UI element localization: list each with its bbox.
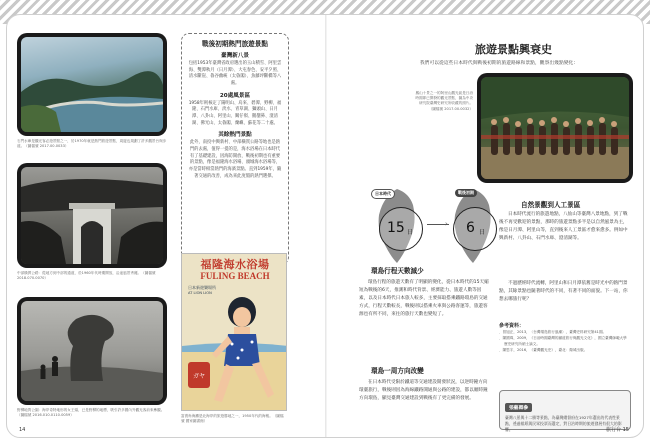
side-note-title: 張藝卿參 [505, 403, 532, 412]
references-list [499, 330, 629, 355]
popular-spots-title: 戰後初期熱門旅遊景點 [202, 40, 268, 48]
trip-days-body: 環島行程的旅遊天數有了明顯的變化，從日本時代的15天縮短為戰後的6天，推測和時代背景、經濟能力、旅遊人數等因素，以及日本時代日本旅人較多，主要採取搭乘鐵路環島的交通方式，行程天數較長，戰後則以搭乘火車與公路客運等，旅遊客源也有所不同，來往的旅行天數也變短了。 [359, 280, 489, 318]
reference-item: ．陳思宇，2016，《臺灣觀光史》，臺北：衛城出版。 [499, 348, 588, 353]
days-right-number: 6 [466, 220, 475, 236]
section-body-twenty: 1958年則核定了陽明山、烏來、碧潭、野柳、福隆、石門水庫、淡水、青草湖、獅頭山、日月潭、八卦山、阿里山、關仔嶺、鵝鑾鼻、澄清湖、佛光山、太魯閣、蘭嶼、蘇花等二十處。 [188, 100, 282, 126]
side-note-box [499, 390, 631, 433]
section-title-twenty: 20處風景區 [219, 92, 251, 99]
page-right-number: 15 [622, 427, 629, 433]
days-right-unit: 日 [479, 229, 486, 236]
photo-reservoir [17, 33, 167, 136]
side-note-body: 臺灣八景與十二勝等景點，為臺灣總督府在1927年選出的代表性景點，透過報紙與民眾投票而選定，對日治時期的旅遊發展有很大的影響。 [505, 415, 622, 433]
poster-english-title: FULING BEACH [200, 271, 270, 281]
caption-beach-poster: 富貴角海灘是北海岸的旅遊勝地之一，1950年代的海報。（圖檔號 國家圖書館） [181, 414, 284, 424]
caption-stone-gate: 中部橫貫公路：從地方到中部的通道，於1960年代時期開放，沿途風景秀麗。（圖檔號 2018.070.0070） [17, 271, 156, 281]
page-right-label: 旅行台 [606, 427, 622, 433]
caption-reservoir: 石門水庫是觀光客必遊景點之一，於1970年就是熱門旅遊景點，周邊也規劃了許多觀景台與步道。（圖檔號 2017.00.0033） [17, 139, 167, 149]
fulong-beach-poster [181, 253, 287, 411]
page-gutter [325, 15, 327, 437]
page-number-left: 14 [19, 427, 26, 433]
badge-postwar: 戰後初期 [455, 189, 477, 197]
section-body-others: 此外，南投中興新村、中部橫貫公路等地也是熱門的去處，值得一提的是，海水浴場在日本時代有了基礎建設，因海防開放、戰後初期也有重要的景點，像是福隆海水浴場、頭城海水浴場等，亦是當時相當熱門的海濱景點。直到1959年，隨著交通的改善，成為來此度假的熱門選擇。 [188, 140, 282, 179]
days-circle-right [453, 207, 497, 251]
photo-queens-head [17, 297, 167, 405]
svg-text:ガヤ: ガヤ [192, 373, 206, 380]
caption-indigenous-group: 鳳山十景之一的阿里山觀光區是日治時期即已開發的觀光景點，圖為中央研究院臺灣史研究所收藏的照片。（圖檔號 2017.00.0032） [415, 91, 473, 111]
magazine-spread [6, 14, 644, 438]
photo-stone-gate [17, 163, 167, 268]
references-title: 參考資料： [499, 323, 525, 329]
scenic-heading: 自然景觀到人工景區 [521, 201, 581, 209]
poster-illustration [182, 254, 287, 411]
poster-tag: AT LION LION [188, 291, 212, 295]
loop-direction-body: 在日本時代受限於鐵道等交通建設開發狀況，以逆時鐘方向環臺旅行，戰後則因為海線鐵路開通與公路的建設，都以順時鐘方向環島，顯見臺灣交通建設到戰後有了更完備的發展。 [359, 380, 488, 402]
trip-days-heading: 環島行程天數減少 [371, 267, 424, 275]
days-left-number: 15 [387, 220, 405, 236]
caption-queens-head: 野柳地質公園：海岸奇特地形的女王頭，已是野柳的地標，吸引許多國內外觀光客前來參觀。（圖檔號 2016.010.0110.0059） [17, 408, 165, 418]
poster-subtitle: 日本新遊樂場所 [188, 285, 216, 290]
section-body-new-eight: 包括1953年臺灣省政府選出的玉山積雪、阿里雲海、雙潭秋月（日月潭）、大屯春色、安平夕照、清水斷崖、魯谷幽峽（太魯閣）、魚藤坪斷橋等八處。 [188, 61, 282, 86]
intro-text: 我們可以從這些日本時代與戰後初期的旅遊路線和景點，觀察出幾點變化： [419, 61, 579, 66]
scenic-body: 日本時代流行的旅遊地點，八仙山等臺灣八景地點，到了戰後不再受歡迎的景點，那時的旅遊景點多半是以自然風景為主，像是日月潭、阿里山等，直到後來人工景區才愈來愈多。例如中興新村、八卦山、石門水庫、澄清湖等。 [499, 212, 628, 242]
arrow-right-icon: › [445, 220, 448, 228]
change-summary-text: 不過歷經時代流轉，阿里山和日月潭依舊是時光中的熱門景點，其餘景點也隨著時代的不同，有著不同的面貌。下一站，你想去哪旅行呢？ [499, 281, 628, 303]
section-title-new-eight: 臺灣新八景 [221, 53, 249, 59]
main-title: 旅遊景點興衰史 [475, 43, 552, 56]
reference-item: ．曾旭正，2013，〈台灣環島旅行風潮〉，臺灣史料研究第41期。 [499, 330, 607, 334]
loop-direction-heading: 環島一周方向改變 [371, 367, 424, 375]
days-left-unit: 日 [407, 229, 414, 236]
poster-headline: 福隆海水浴場 [200, 258, 270, 271]
popular-spots-box [181, 33, 289, 265]
page-number-right [606, 426, 629, 433]
reference-item: ．陳國瑋，2009，《日治時期臺灣的鐵道旅行與觀光文化》，國立臺灣師範大學歷史研究所碩士論文。 [499, 336, 627, 346]
section-title-others: 其餘熱門景點 [218, 132, 252, 139]
photo-indigenous-group [477, 73, 633, 183]
badge-japanese-era: 日本時代 [371, 189, 395, 199]
